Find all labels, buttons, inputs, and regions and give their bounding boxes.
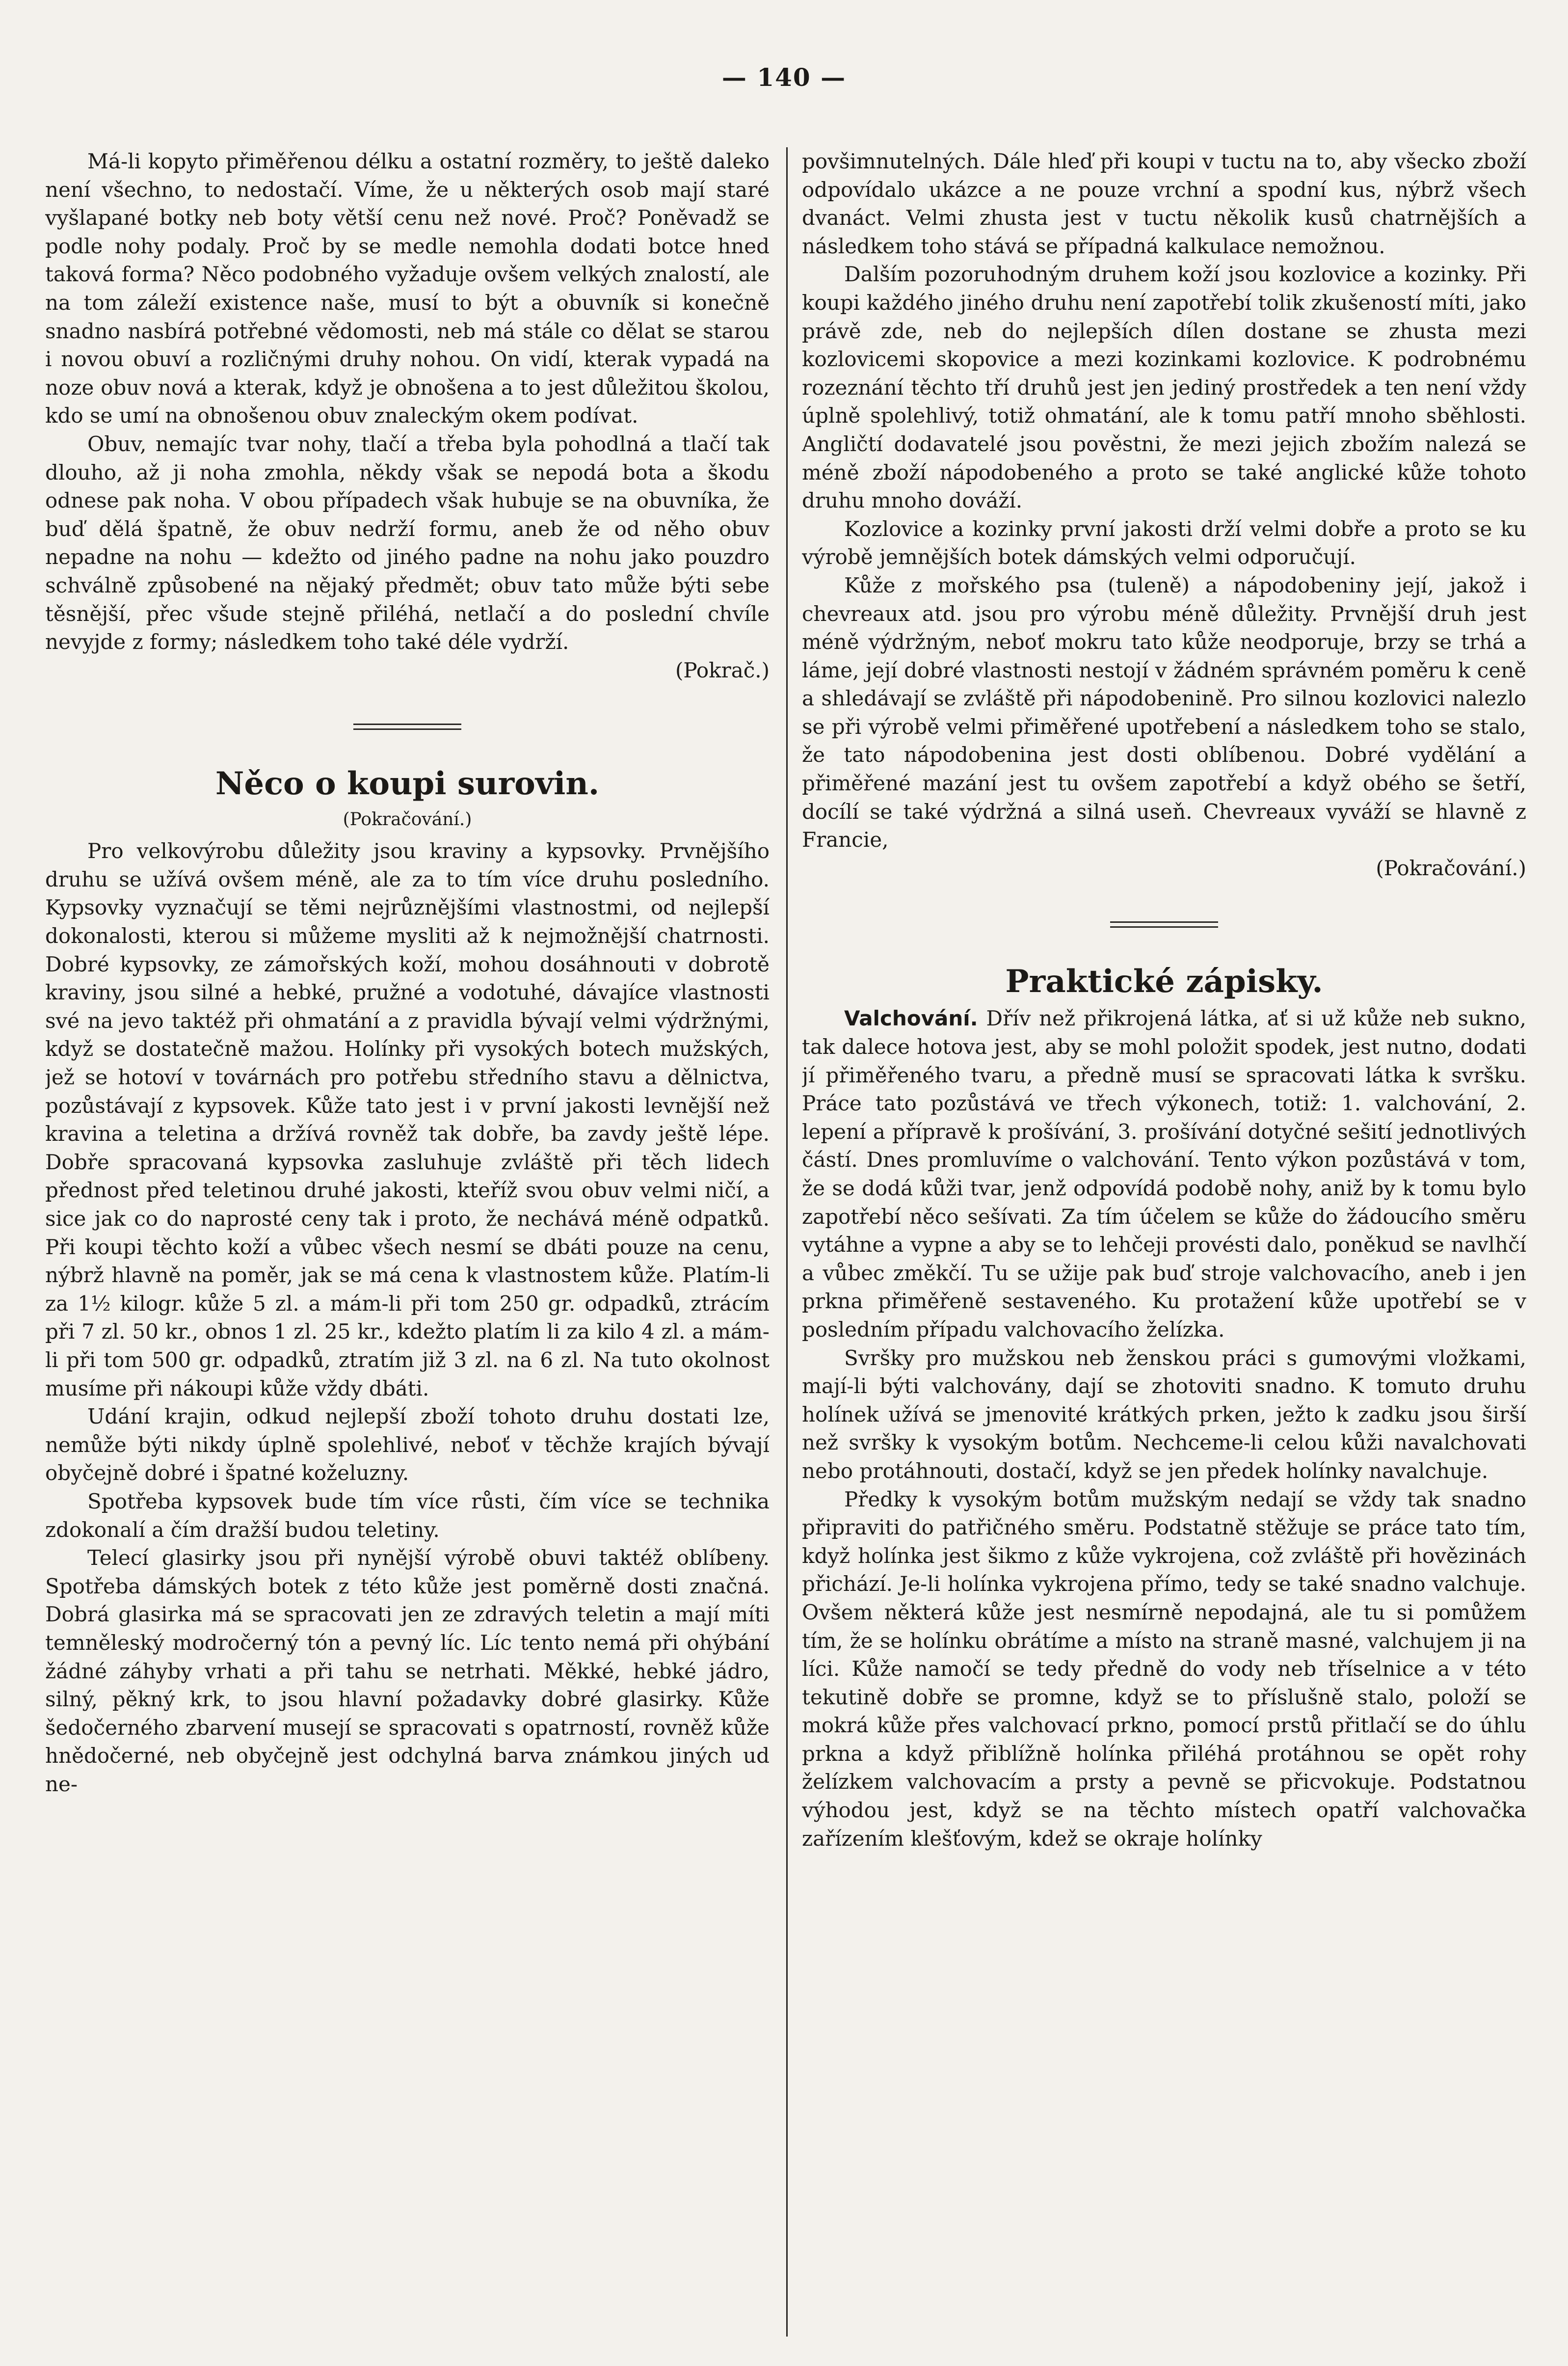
paragraph: Svršky pro mužskou neb ženskou práci s gumovými vložkami, mají-li býti valchovány, dají se zhotoviti snadno. K tomuto druhu holínek užívá se jmenovité krátkých prken, ježto k zadku jsou širší než svršky k vysokým botům. Nechceme-li celou kůži navalchovati nebo protáhnouti, dostačí, když se jen předek holínky navalchuje.	[802, 1345, 1526, 1483]
paragraph	[802, 571, 1526, 883]
paragraph: Kozlovice a kozinky první jakosti drží velmi dobře a proto se ku výrobě jemnějších botek dámských velmi odporučují.	[802, 516, 1526, 569]
section-separator	[353, 724, 461, 730]
article-heading: Něco o koupi surovin.	[215, 765, 600, 803]
paragraph-text: Kůže z mořského psa (tuleně) a nápodobeniny její, jakož i chevreaux atd. jsou pro výrobu méně důležity. Prvnější druh jest méně výdržným, neboť mokru tato kůže neodporuje, brzy se trhá a láme, její dobré vlastnosti nestojí v žádném správném poměru k ceně a shledávají se zvláště při nápodobenině. Pro silnou kozlovici nalezlo se při výrobě velmi přiměřené upotřebení a následkem toho se stalo, že tato nápodobenina jest dosti oblíbenou. Dobré vydělání a přiměřené mazání jest tu ovšem zapotřebí a když obého se šetří, docílí se také výdržná a silná useň. Chevreaux vyváží se hlavně z Francie,	[802, 573, 1526, 852]
column-divider	[786, 147, 788, 2337]
paragraph: Spotřeba kypsovek bude tím více růsti, čím více se technika zdokonalí a čím dražší budou teletiny.	[45, 1489, 770, 1542]
paragraph: Udání krajin, odkud nejlepší zboží tohoto druhu dostati lze, nemůže býti nikdy úplně spolehlivé, neboť v těchže krajích bývají obyčejně dobré i špatné koželuzny.	[45, 1404, 770, 1485]
paragraph-text: Dřív než přikrojená látka, ať si už kůže neb sukno, tak dalece hotova jest, aby se mohl položit spodek, jest nutno, dodati jí přiměřeného tvaru, a předně musí se spracovati látka k svršku. Práce tato pozůstává ve třech výkonech, totiž: 1. valchování, 2. lepení a přípravě k prošívání, 3. prošívání dotyčné sešití jednotlivých částí. Dnes promluvíme o valchování. Tento výkon pozůstává v tom, že se dodá kůži tvar, jenž odpovídá podobě nohy, aniž by k tomu bylo zapotřebí něco sešívati. Za tím účelem se kůže do žádoucího směru vytáhne a vypne a aby se to lehčeji provésti dalo, poněkud se navlhčí a vůbec změkčí. Tu se užije pak buď stroje valchovacího, aneb i jen prkna přiměřeně sestaveného. Ku protažení kůže upotřebí se v posledním případu valchovacího želízka.	[802, 1006, 1526, 1342]
left-column	[45, 147, 770, 2346]
continued-note: (Pokrač.)	[675, 658, 770, 682]
paragraph: Má-li kopyto přiměřenou délku a ostatní rozměry, to ještě daleko není všechno, to nedostačí. Víme, že u některých osob mají staré vyšlapané botky neb boty větší cenu než nové. Proč? Poněvadž se podle nohy podaly. Proč by se medle nemohla dodati botce hned taková forma? Něco podobného vyžaduje ovšem velkých znalostí, ale na tom záleží existence naše, musí to být a obuvník si konečně snadno nasbírá potřebné vědomosti, neb má stále co dělat se starou i novou obuví a rozličnými druhy nohou. On vidí, kterak vypadá na noze obuv nová a kterak, když je obnošena a to jest důležitou školou, kdo se umí na obnošenou obuv znaleckým okem podívat.	[45, 149, 770, 428]
paragraph	[802, 1004, 1526, 1344]
page-number: — 140 —	[721, 63, 847, 92]
paragraph	[45, 430, 770, 684]
run-in-heading: Valchování.	[844, 1006, 978, 1031]
right-column	[802, 147, 1526, 2346]
paragraph-text: Obuv, nemajíc tvar nohy, tlačí a třeba byla pohodlná a tlačí tak dlouho, až ji noha zmohla, někdy však se nepodá bota a škodu odnese pak noha. V obou případech však hubuje se na obuvníka, že buď dělá špatně, že obuv nedrží formu, aneb že od něho obuv nepadne na nohu — kdežto od jiného padne na nohu jako pouzdro schválně způsobené na nějaký předmět; obuv tato může býti sebe těsnější, přec všude stejně přiléhá, netlačí a do poslední chvíle nevyjde z formy; následkem toho také déle vydrží.	[45, 431, 770, 654]
continued-note: (Pokračování.)	[1376, 856, 1526, 880]
paragraph: Telecí glasirky jsou při nynější výrobě obuvi taktéž oblíbeny. Spotřeba dámských botek z této kůže jest poměrně dosti značná. Dobrá glasirka má se spracovati jen ze zdravých teletin a mají míti temněleský modročerný tón a pevný líc. Líc tento nemá při ohýbání žádné záhyby vrhati a při tahu se netrhati. Měkké, hebké jádro, silný, pěkný krk, to jsou hlavní požadavky dobré glasirky. Kůže šedočerného zbarvení musejí se spracovati s opatrností, rovněž kůže hnědočerné, neb obyčejně jest odchylná barva známkou jiných ud ne-	[45, 1546, 770, 1796]
paragraph: Předky k vysokým botům mužským nedají se vždy tak snadno připraviti do patřičného směru. Podstatně stěžuje se práce tato tím, když holínka jest šikmo z kůže vykrojena, což zvláště při hovězinách přichází. Je-li holínka vykrojena přímo, tedy se také snadno valchuje. Ovšem některá kůže jest nesmírně nepodajná, ale tu si pomůžem tím, že se holínku obrátíme a místo na straně masné, valchujem ji na líci. Kůže namočí se tedy předně do vody neb tříselnice a v této tekutině dobře se promne, když se to příslušně stalo, položí se mokrá kůže přes valchovací prkno, pomocí prstů přitlačí se do úhlu prkna a když přiblížně holínka přiléhá protáhnou se opět rohy želízkem valchovacím a prsty a pevně se přicvokuje. Podstatnou výhodou jest, když se na těchto místech opatří valchovačka zařízením klešťovým, kdež se okraje holínky	[802, 1487, 1526, 1851]
paragraph: Dalším pozoruhodným druhem koží jsou kozlovice a kozinky. Při koupi každého jiného druhu není zapotřebí tolik zkušeností míti, jako právě zde, neb do nejlepších dílen dostane se zhusta mezi kozlovicemi skopovice a mezi kozinkami kozlovice. K podrobnému rozeznání těchto tří druhů jest jen jediný prostředek a ten není vždy úplně spolehlivý, totiž ohmatání, ale k tomu patří mnoho sběhlosti. Angličtí dodavatelé jsou pověstni, že mezi jejich zbožím nalezá se méně zboží nápodobeného a proto se také anglické kůže tohoto druhu mnoho dováží.	[802, 262, 1526, 513]
section-separator	[1110, 921, 1218, 928]
section-heading: Praktické zápisky.	[1005, 963, 1323, 1000]
paragraph: povšimnutelných. Dále hleď při koupi v tuctu na to, aby všecko zboží odpovídalo ukázce a ne pouze vrchní a spodní kus, nýbrž všech dvanáct. Velmi zhusta jest v tuctu několik kusů chatrnějších a následkem toho stává se případná kalkulace nemožnou.	[802, 149, 1526, 258]
article-subheading: (Pokračování.)	[343, 809, 472, 830]
paragraph: Pro velkovýrobu důležity jsou kraviny a kypsovky. Prvnějšího druhu se užívá ovšem méně, ale za to tím více druhu posledního. Kypsovky vyznačují se těmi nejrůznějšími vlastnostmi, od nejlepší dokonalosti, kterou si můžeme mysliti až k nejmožnější chatrnosti. Dobré kypsovky, ze zámořských koží, mohou dosáhnouti v dobrotě kraviny, jsou silné a hebké, pružné a vodotuhé, dávajíce vlastnosti své na jevo taktéž při ohmatání a z pravidla bývají velmi výdržnými, když se dostatečně mažou. Holínky při vysokých botech mužských, jež se hotoví v továrnách pro potřebu středního stavu a dělnictva, pozůstávají z kypsovek. Kůže tato jest i v první jakosti levnější než kravina a teletina a držívá rovněž tak dobře, ba zavdy ještě lépe. Dobře spracovaná kypsovka zasluhuje zvláště při těch lidech přednost před teletinou druhé jakosti, kteříž svou obuv velmi ničí, a sice jak co do naprosté ceny tak i proto, že nechává méně odpatků. Při koupi těchto koží a vůbec všech nesmí se dbáti pouze na cenu, nýbrž hlavně na poměr, jak se má cena k vlastnostem kůže. Platím-li za 1½ kilogr. kůže 5 zl. a mám-li při tom 250 gr. odpadků, ztrácím při 7 zl. 50 kr., obnos 1 zl. 25 kr., kdežto platím li za kilo 4 zl. a mám-li při tom 500 gr. odpadků, ztratím již 3 zl. na 6 zl. Na tuto okolnost musíme při nákoupi kůže vždy dbáti.	[45, 839, 770, 1400]
